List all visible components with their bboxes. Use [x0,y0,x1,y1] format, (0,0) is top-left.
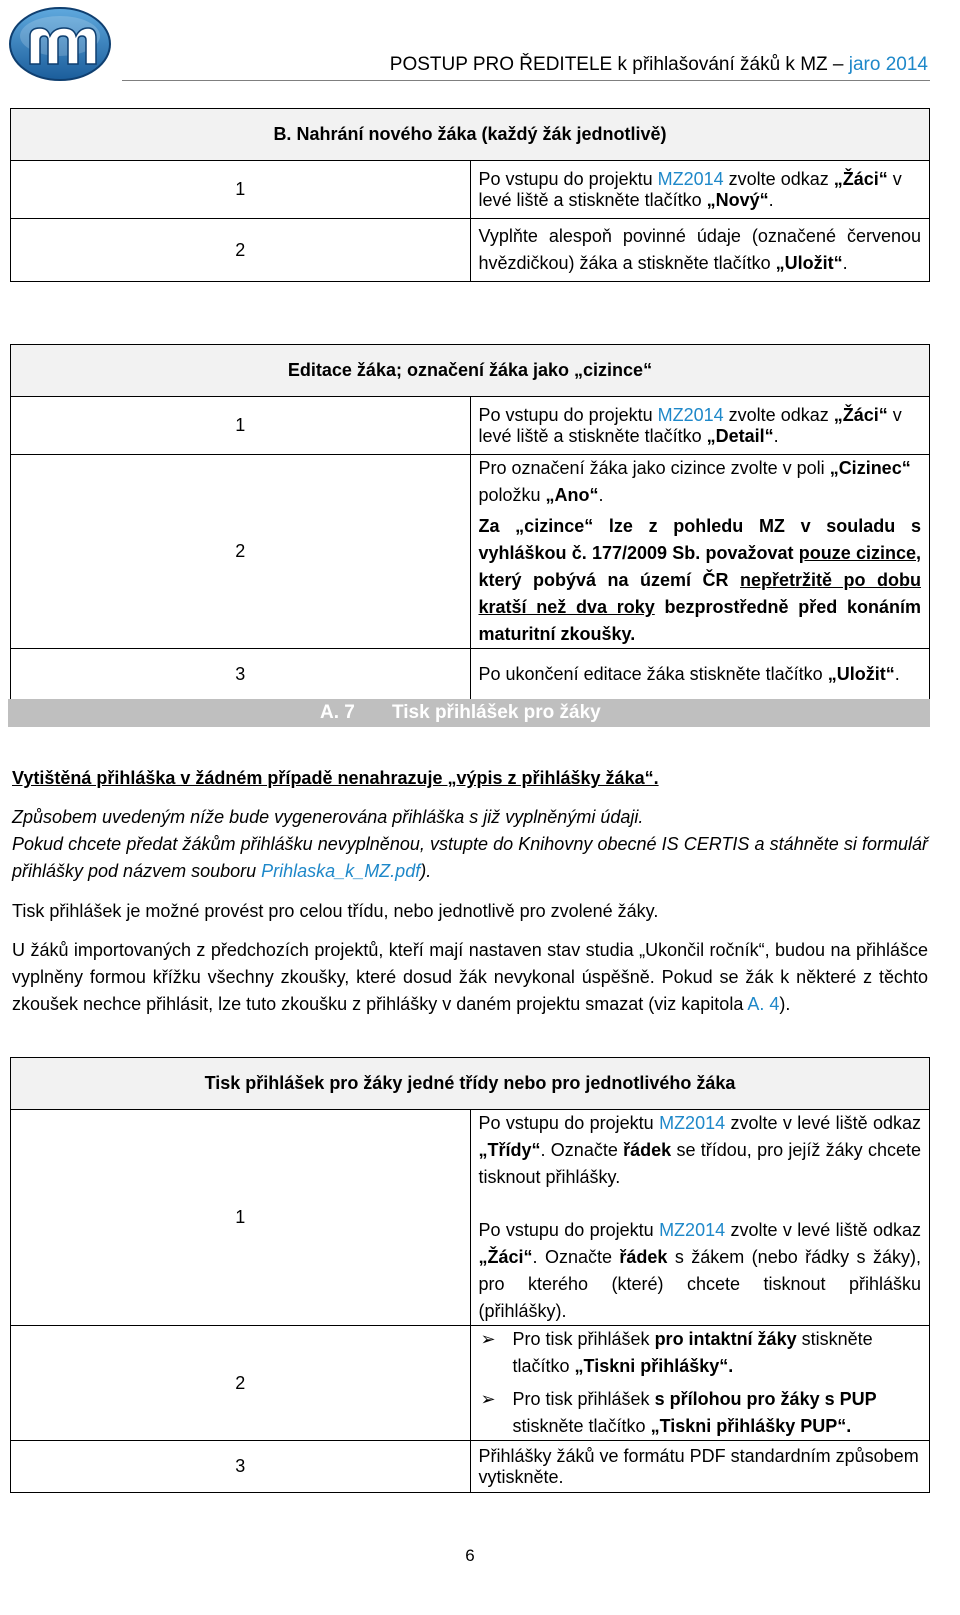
form-file-link[interactable]: Prihlaska_k_MZ.pdf [261,861,421,881]
section-b-table [10,108,930,282]
row-text: Po vstupu do projektu MZ2014 zvolte odkaz „Žáci“ v levé liště a stiskněte tlačítko „Nový“. [470,161,930,219]
editace-table [10,344,930,701]
table-row: 2 ➢ Pro tisk přihlášek pro intaktní žáky stiskněte tlačítko „Tiskni přihlášky“. ➢ Pro tisk přihlášek s přílohou pro žáky s PUP stiskněte tlačítko „Tiskni přihlášky PUP“. [11,1326,930,1441]
instruction-list [479,1326,922,1440]
print-table-heading: Tisk přihlášek pro žáky jedné třídy nebo pro jednotlivého žáka [11,1058,930,1110]
italic-note-2: Pokud chcete předat žákům přihlášku nevyplněnou, vstupte do Knihovny obecné IS CERTIS a stáhněte si formulář přihlášky pod názvem souboru Prihlaska_k_MZ.pdf). [12,834,928,881]
header-divider [122,80,930,81]
editace-heading: Editace žáka; označení žáka jako „cizince“ [11,345,930,397]
arrow-bullet-icon: ➢ [480,1389,496,1409]
section-a7-heading [8,699,930,727]
list-item: ➢ Pro tisk přihlášek pro intaktní žáky stiskněte tlačítko „Tiskni přihlášky“. [479,1326,922,1380]
table-row: 1 Po vstupu do projektu MZ2014 zvolte odkaz „Žáci“ v levé liště a stiskněte tlačítko „Nový“. [11,161,930,219]
section-title: Tisk přihlášek pro žáky [392,702,601,723]
chapter-link[interactable]: A. 4 [747,994,780,1014]
row-text: Přihlášky žáků ve formátu PDF standardním způsobem vytiskněte. [470,1441,930,1493]
italic-note-1: Způsobem uvedeným níže bude vygenerována přihláška s již vyplněnými údaji. [12,807,644,827]
project-link[interactable]: MZ2014 [659,1220,726,1240]
table-row: 3 Přihlášky žáků ve formátu PDF standardním způsobem vytiskněte. [11,1441,930,1493]
project-link[interactable]: MZ2014 [659,1113,726,1133]
table-row: 3 Po ukončení editace žáka stiskněte tlačítko „Uložit“. [11,649,930,701]
header-term: jaro 2014 [848,54,928,75]
row-text: Po vstupu do projektu MZ2014 zvolte odkaz „Žáci“ v levé liště a stiskněte tlačítko „Detail“. [470,397,930,455]
table-row: 2 Vyplňte alespoň povinné údaje (označené červenou hvězdičkou) žáka a stiskněte tlačítko „Uložit“. [11,219,930,282]
row-text: Po ukončení editace žáka stiskněte tlačítko „Uložit“. [470,649,930,701]
row-text: Vyplňte alespoň povinné údaje (označené červenou hvězdičkou) žáka a stiskněte tlačítko „Uložit“. [470,219,930,282]
row-text: Pro označení žáka jako cizince zvolte v poli „Cizinec“ položku „Ano“. Za „cizince“ lze z pohledu MZ v souladu s vyhláškou č. 177/2009 Sb. považovat pouze cizince, který pobývá na území ČR nepřetržitě po dobu kratší než dva roky bezprostředně před konáním maturitní zkoušky. [470,455,930,649]
project-link[interactable]: MZ2014 [657,404,724,425]
warning-text: Vytištěná přihláška v žádném případě nenahrazuje „výpis z přihlášky žáka“. [12,768,659,788]
section-number: A. 7 [320,702,355,723]
table-row: 1 Po vstupu do projektu MZ2014 zvolte odkaz „Žáci“ v levé liště a stiskněte tlačítko „Detail“. [11,397,930,455]
row-text [470,1326,930,1441]
arrow-bullet-icon: ➢ [480,1329,496,1349]
list-item: ➢ Pro tisk přihlášek s přílohou pro žáky s PUP stiskněte tlačítko „Tiskni přihlášky PUP“. [479,1386,922,1440]
section-b-heading: B. Nahrání nového žáka (každý žák jednotlivě) [11,109,930,161]
print-info: Tisk přihlášek je možné provést pro celou třídu, nebo jednotlivě pro zvolené žáky. [12,901,659,921]
table-row: 2 Pro označení žáka jako cizince zvolte v poli „Cizinec“ položku „Ano“. Za „cizince“ lze z pohledu MZ v souladu s vyhláškou č. 177/2009 Sb. považovat pouze cizince, který pobývá na území ČR nepřetržitě po dobu kratší než dva roky bezprostředně před konáním maturitní zkoušky. [11,455,930,649]
project-link[interactable]: MZ2014 [657,168,724,189]
row-text: Po vstupu do projektu MZ2014 zvolte v levé liště odkaz „Třídy“. Označte řádek se třídou, pro jejíž žáky chcete tisknout přihlášky. Po vstupu do projektu MZ2014 zvolte v levé liště odkaz „Žáci“. Označte řádek s žákem (nebo řádky s žáky), pro kterého (které) chcete tisknout přihlášku (přihlášky). [470,1110,930,1326]
page-number: 6 [465,1546,475,1565]
import-paragraph: U žáků importovaných z předchozích projektů, kteří mají nastaven stav studia „Ukončil ročník“, budou na přihlášce vyplněny formou křížku všechny zkoušky, které dosud žák nevykonal úspěšně. Pokud se žák k některé z těchto zkoušek nechce přihlásit, lze tuto zkoušku z přihlášky v daném projektu smazat (viz kapitola A. 4). [12,940,928,1014]
header-title: POSTUP PRO ŘEDITELE k přihlašování žáků k MZ – jaro 2014 [389,54,928,75]
print-table [10,1057,930,1493]
table-row: 1 Po vstupu do projektu MZ2014 zvolte v levé liště odkaz „Třídy“. Označte řádek se třídou, pro jejíž žáky chcete tisknout přihlášky. Po vstupu do projektu MZ2014 zvolte v levé liště odkaz „Žáci“. Označte řádek s žákem (nebo řádky s žáky), pro kterého (které) chcete tisknout přihlášku (přihlášky). [11,1110,930,1326]
logo [8,6,112,82]
